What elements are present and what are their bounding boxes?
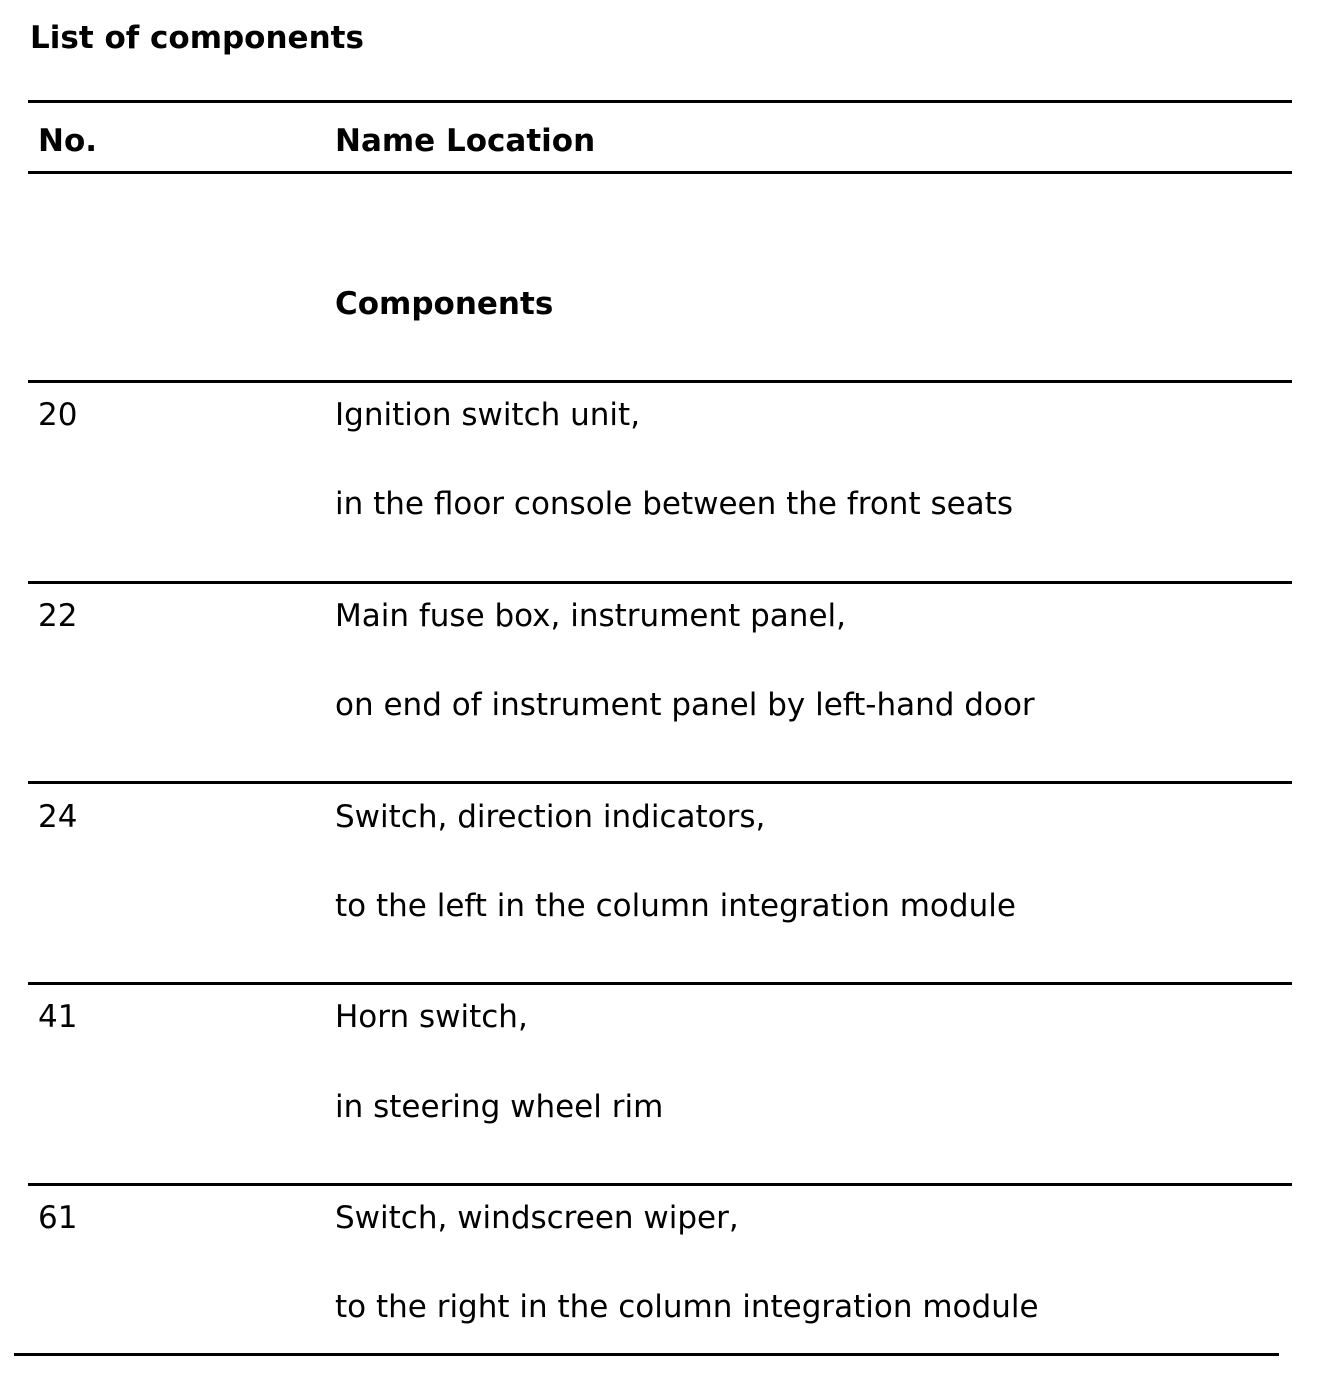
row-location: to the left in the column integration module — [335, 888, 1016, 924]
section-heading: Components — [335, 286, 554, 322]
table-top-rule — [28, 100, 1292, 103]
row-number: 20 — [38, 397, 78, 433]
row-number: 22 — [38, 598, 78, 634]
row-divider — [28, 380, 1292, 383]
row-location: to the right in the column integration module — [335, 1289, 1039, 1325]
row-number: 24 — [38, 799, 78, 835]
row-name: Ignition switch unit, — [335, 397, 641, 433]
header-no: No. — [38, 123, 98, 159]
header-name-location: Name Location — [335, 123, 596, 159]
row-name: Horn switch, — [335, 999, 528, 1035]
page-title: List of components — [30, 20, 364, 56]
row-divider — [28, 982, 1292, 985]
row-name: Main fuse box, instrument panel, — [335, 598, 846, 634]
row-number: 41 — [38, 999, 78, 1035]
table-bottom-rule — [14, 1353, 1279, 1356]
row-name: Switch, direction indicators, — [335, 799, 766, 835]
row-divider — [28, 781, 1292, 784]
row-location: on end of instrument panel by left-hand door — [335, 687, 1035, 723]
header-bottom-rule — [28, 171, 1292, 174]
row-number: 61 — [38, 1200, 78, 1236]
row-name: Switch, windscreen wiper, — [335, 1200, 739, 1236]
row-location: in the floor console between the front seats — [335, 486, 1013, 522]
row-divider — [28, 581, 1292, 584]
row-location: in steering wheel rim — [335, 1089, 664, 1125]
row-divider — [28, 1183, 1292, 1186]
